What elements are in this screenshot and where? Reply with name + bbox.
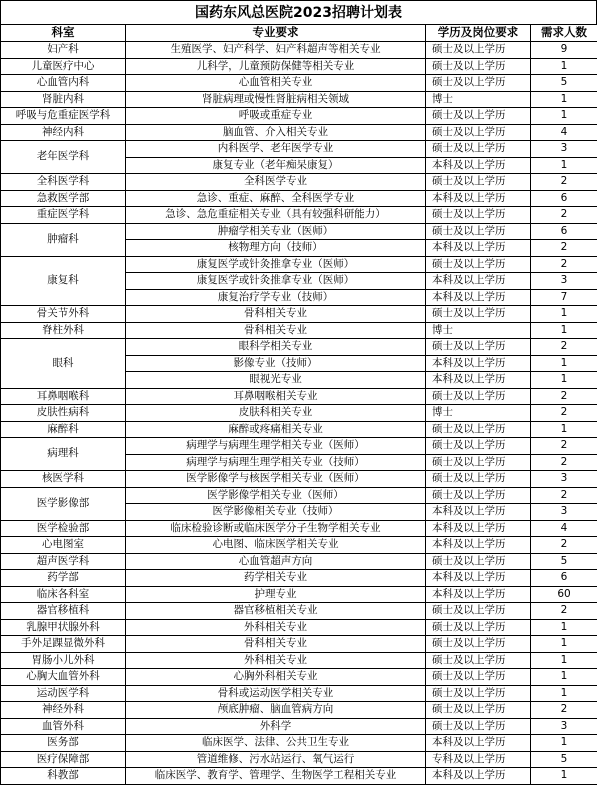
department-cell: 全科医学科 (1, 174, 126, 191)
education-cell: 本科及以上学历 (426, 570, 531, 587)
headcount-cell: 5 (531, 553, 597, 570)
headcount-cell: 2 (531, 207, 597, 224)
major-cell: 康复治疗学专业（技师） (126, 289, 426, 306)
education-cell: 硕士及以上学历 (426, 58, 531, 75)
major-cell: 康复医学或针灸推拿专业（医师） (126, 256, 426, 273)
headcount-cell: 2 (531, 702, 597, 719)
education-cell: 本科及以上学历 (426, 157, 531, 174)
table-row (1, 42, 597, 59)
major-cell: 影像专业（技师） (126, 355, 426, 372)
department-cell: 医学检验部 (1, 520, 126, 537)
table-row (1, 58, 597, 75)
education-cell: 硕士及以上学历 (426, 42, 531, 59)
headcount-cell: 2 (531, 603, 597, 620)
table-row (1, 718, 597, 735)
headcount-cell: 1 (531, 322, 597, 339)
education-cell: 本科及以上学历 (426, 289, 531, 306)
major-cell: 康复医学或针灸推拿专业（医师） (126, 273, 426, 290)
education-cell: 硕士及以上学历 (426, 718, 531, 735)
education-cell: 硕士及以上学历 (426, 487, 531, 504)
major-cell: 核物理方向（技师） (126, 240, 426, 257)
department-cell: 肾脏内科 (1, 91, 126, 108)
major-cell: 颅底肿瘤、脑血管病方向 (126, 702, 426, 719)
headcount-cell: 3 (531, 273, 597, 290)
major-cell: 心胸外科相关专业 (126, 669, 426, 686)
table-row (1, 207, 597, 224)
header-major-requirement: 专业要求 (126, 25, 426, 42)
department-cell: 脊柱外科 (1, 322, 126, 339)
major-cell: 耳鼻咽喉相关专业 (126, 388, 426, 405)
department-cell: 器官移植科 (1, 603, 126, 620)
education-cell: 硕士及以上学历 (426, 421, 531, 438)
table-row (1, 256, 597, 273)
major-cell: 急诊、重症、麻醉、全科医学专业 (126, 190, 426, 207)
headcount-cell: 3 (531, 141, 597, 158)
header-row (1, 25, 597, 42)
major-cell: 骨科相关专业 (126, 306, 426, 323)
headcount-cell: 1 (531, 685, 597, 702)
department-cell: 神经内科 (1, 124, 126, 141)
table-row (1, 751, 597, 768)
major-cell: 药学相关专业 (126, 570, 426, 587)
education-cell: 本科及以上学历 (426, 735, 531, 752)
table-row (1, 174, 597, 191)
header-headcount: 需求人数 (531, 25, 597, 42)
education-cell: 本科及以上学历 (426, 504, 531, 521)
education-cell: 本科及以上学历 (426, 586, 531, 603)
education-cell: 硕士及以上学历 (426, 207, 531, 224)
headcount-cell: 9 (531, 42, 597, 59)
education-cell: 硕士及以上学历 (426, 652, 531, 669)
education-cell: 硕士及以上学历 (426, 388, 531, 405)
education-cell: 硕士及以上学历 (426, 438, 531, 455)
headcount-cell: 1 (531, 306, 597, 323)
table-row (1, 652, 597, 669)
department-cell: 医疗保障部 (1, 751, 126, 768)
major-cell: 心电图、临床医学相关专业 (126, 537, 426, 554)
table-body (1, 42, 597, 785)
table-row (1, 619, 597, 636)
major-cell: 眼视光专业 (126, 372, 426, 389)
table-row (1, 124, 597, 141)
department-cell: 皮肤性病科 (1, 405, 126, 422)
headcount-cell: 1 (531, 58, 597, 75)
headcount-cell: 3 (531, 504, 597, 521)
education-cell: 硕士及以上学历 (426, 141, 531, 158)
department-cell: 医学影像部 (1, 487, 126, 520)
education-cell: 本科及以上学历 (426, 768, 531, 785)
major-cell: 管道维修、污水站运行、氧气运行 (126, 751, 426, 768)
major-cell: 医学影像学与核医学相关专业（医师） (126, 471, 426, 488)
department-cell: 手外足踝显微外科 (1, 636, 126, 653)
table-row (1, 322, 597, 339)
department-cell: 呼吸与危重症医学科 (1, 108, 126, 125)
headcount-cell: 1 (531, 735, 597, 752)
headcount-cell: 2 (531, 537, 597, 554)
department-cell: 血管外科 (1, 718, 126, 735)
education-cell: 本科及以上学历 (426, 372, 531, 389)
major-cell: 外科相关专业 (126, 619, 426, 636)
table-row (1, 520, 597, 537)
table-row (1, 735, 597, 752)
major-cell: 皮肤科相关专业 (126, 405, 426, 422)
department-cell: 心血管内科 (1, 75, 126, 92)
headcount-cell: 1 (531, 372, 597, 389)
department-cell: 重症医学科 (1, 207, 126, 224)
table-row (1, 603, 597, 620)
headcount-cell: 2 (531, 405, 597, 422)
table-row (1, 223, 597, 240)
table-row (1, 141, 597, 158)
major-cell: 肾脏病理或慢性肾脏病相关领域 (126, 91, 426, 108)
education-cell: 硕士及以上学历 (426, 685, 531, 702)
headcount-cell: 4 (531, 124, 597, 141)
education-cell: 博士 (426, 405, 531, 422)
department-cell: 老年医学科 (1, 141, 126, 174)
major-cell: 临床医学、教育学、管理学、生物医学工程相关专业 (126, 768, 426, 785)
table-row (1, 669, 597, 686)
department-cell: 乳腺甲状腺外科 (1, 619, 126, 636)
education-cell: 本科及以上学历 (426, 273, 531, 290)
education-cell: 硕士及以上学历 (426, 553, 531, 570)
education-cell: 本科及以上学历 (426, 537, 531, 554)
table-row (1, 190, 597, 207)
major-cell: 眼科学相关专业 (126, 339, 426, 356)
major-cell: 病理学与病理生理学相关专业（技师） (126, 454, 426, 471)
headcount-cell: 1 (531, 108, 597, 125)
education-cell: 硕士及以上学历 (426, 702, 531, 719)
headcount-cell: 2 (531, 240, 597, 257)
table-row (1, 471, 597, 488)
major-cell: 骨科相关专业 (126, 636, 426, 653)
education-cell: 硕士及以上学历 (426, 174, 531, 191)
department-cell: 儿童医疗中心 (1, 58, 126, 75)
department-cell: 骨关节外科 (1, 306, 126, 323)
table-row (1, 405, 597, 422)
headcount-cell: 5 (531, 75, 597, 92)
headcount-cell: 2 (531, 174, 597, 191)
headcount-cell: 1 (531, 652, 597, 669)
department-cell: 急救医学部 (1, 190, 126, 207)
department-cell: 药学部 (1, 570, 126, 587)
table-row (1, 75, 597, 92)
headcount-cell: 3 (531, 718, 597, 735)
major-cell: 医学影像学相关专业（医师） (126, 487, 426, 504)
header-education-requirement: 学历及岗位要求 (426, 25, 531, 42)
education-cell: 硕士及以上学历 (426, 256, 531, 273)
department-cell: 运动医学科 (1, 685, 126, 702)
table-row (1, 537, 597, 554)
education-cell: 硕士及以上学历 (426, 108, 531, 125)
education-cell: 硕士及以上学历 (426, 75, 531, 92)
major-cell: 脑血管、介入相关专业 (126, 124, 426, 141)
headcount-cell: 1 (531, 157, 597, 174)
education-cell: 本科及以上学历 (426, 355, 531, 372)
headcount-cell: 1 (531, 636, 597, 653)
major-cell: 内科医学、老年医学专业 (126, 141, 426, 158)
major-cell: 急诊、急危重症相关专业（具有较强科研能力） (126, 207, 426, 224)
table-row (1, 702, 597, 719)
headcount-cell: 3 (531, 471, 597, 488)
department-cell: 科教部 (1, 768, 126, 785)
table-row (1, 388, 597, 405)
headcount-cell: 1 (531, 421, 597, 438)
education-cell: 硕士及以上学历 (426, 454, 531, 471)
headcount-cell: 2 (531, 438, 597, 455)
table-row (1, 685, 597, 702)
major-cell: 呼吸或重症专业 (126, 108, 426, 125)
department-cell: 眼科 (1, 339, 126, 389)
department-cell: 病理科 (1, 438, 126, 471)
table-row (1, 306, 597, 323)
table-row (1, 487, 597, 504)
headcount-cell: 4 (531, 520, 597, 537)
education-cell: 硕士及以上学历 (426, 223, 531, 240)
major-cell: 心血管超声方向 (126, 553, 426, 570)
department-cell: 神经外科 (1, 702, 126, 719)
headcount-cell: 2 (531, 487, 597, 504)
headcount-cell: 6 (531, 570, 597, 587)
department-cell: 医务部 (1, 735, 126, 752)
major-cell: 器官移植相关专业 (126, 603, 426, 620)
headcount-cell: 1 (531, 768, 597, 785)
education-cell: 本科及以上学历 (426, 240, 531, 257)
department-cell: 麻醉科 (1, 421, 126, 438)
major-cell: 外科学 (126, 718, 426, 735)
headcount-cell: 1 (531, 355, 597, 372)
table-row (1, 421, 597, 438)
department-cell: 胃肠小儿外科 (1, 652, 126, 669)
headcount-cell: 1 (531, 669, 597, 686)
education-cell: 博士 (426, 322, 531, 339)
headcount-cell: 6 (531, 190, 597, 207)
headcount-cell: 6 (531, 223, 597, 240)
department-cell: 临床各科室 (1, 586, 126, 603)
major-cell: 全科医学专业 (126, 174, 426, 191)
major-cell: 心血管相关专业 (126, 75, 426, 92)
major-cell: 护理专业 (126, 586, 426, 603)
major-cell: 骨科或运动医学相关专业 (126, 685, 426, 702)
table-row (1, 636, 597, 653)
education-cell: 硕士及以上学历 (426, 124, 531, 141)
sheet-title: 国药东风总医院2023招聘计划表 (0, 0, 597, 24)
department-cell: 超声医学科 (1, 553, 126, 570)
headcount-cell: 1 (531, 619, 597, 636)
education-cell: 硕士及以上学历 (426, 636, 531, 653)
education-cell: 硕士及以上学历 (426, 619, 531, 636)
table-row (1, 438, 597, 455)
education-cell: 硕士及以上学历 (426, 471, 531, 488)
headcount-cell: 2 (531, 256, 597, 273)
headcount-cell: 7 (531, 289, 597, 306)
major-cell: 康复专业（老年痴呆康复） (126, 157, 426, 174)
table-row (1, 91, 597, 108)
department-cell: 妇产科 (1, 42, 126, 59)
table-row (1, 768, 597, 785)
headcount-cell: 5 (531, 751, 597, 768)
major-cell: 肿瘤学相关专业（医师） (126, 223, 426, 240)
major-cell: 生殖医学、妇产科学、妇产科超声等相关专业 (126, 42, 426, 59)
table-row (1, 108, 597, 125)
headcount-cell: 2 (531, 388, 597, 405)
recruitment-table (0, 24, 597, 785)
department-cell: 耳鼻咽喉科 (1, 388, 126, 405)
education-cell: 硕士及以上学历 (426, 669, 531, 686)
major-cell: 临床医学、法律、公共卫生专业 (126, 735, 426, 752)
table-row (1, 339, 597, 356)
major-cell: 骨科相关专业 (126, 322, 426, 339)
major-cell: 外科相关专业 (126, 652, 426, 669)
headcount-cell: 1 (531, 91, 597, 108)
table-row (1, 586, 597, 603)
department-cell: 肿瘤科 (1, 223, 126, 256)
header-department: 科室 (1, 25, 126, 42)
department-cell: 康复科 (1, 256, 126, 306)
department-cell: 心电图室 (1, 537, 126, 554)
education-cell: 本科及以上学历 (426, 190, 531, 207)
headcount-cell: 2 (531, 339, 597, 356)
department-cell: 心胸大血管外科 (1, 669, 126, 686)
headcount-cell: 60 (531, 586, 597, 603)
major-cell: 麻醉或疼痛相关专业 (126, 421, 426, 438)
education-cell: 本科及以上学历 (426, 520, 531, 537)
major-cell: 医学影像相关专业（技师） (126, 504, 426, 521)
education-cell: 硕士及以上学历 (426, 603, 531, 620)
major-cell: 临床检验诊断或临床医学分子生物学相关专业 (126, 520, 426, 537)
table-row (1, 553, 597, 570)
department-cell: 核医学科 (1, 471, 126, 488)
table-row (1, 570, 597, 587)
major-cell: 病理学与病理生理学相关专业（医师） (126, 438, 426, 455)
headcount-cell: 2 (531, 454, 597, 471)
education-cell: 硕士及以上学历 (426, 339, 531, 356)
major-cell: 儿科学，儿童预防保健等相关专业 (126, 58, 426, 75)
education-cell: 硕士及以上学历 (426, 306, 531, 323)
education-cell: 专科及以上学历 (426, 751, 531, 768)
education-cell: 博士 (426, 91, 531, 108)
